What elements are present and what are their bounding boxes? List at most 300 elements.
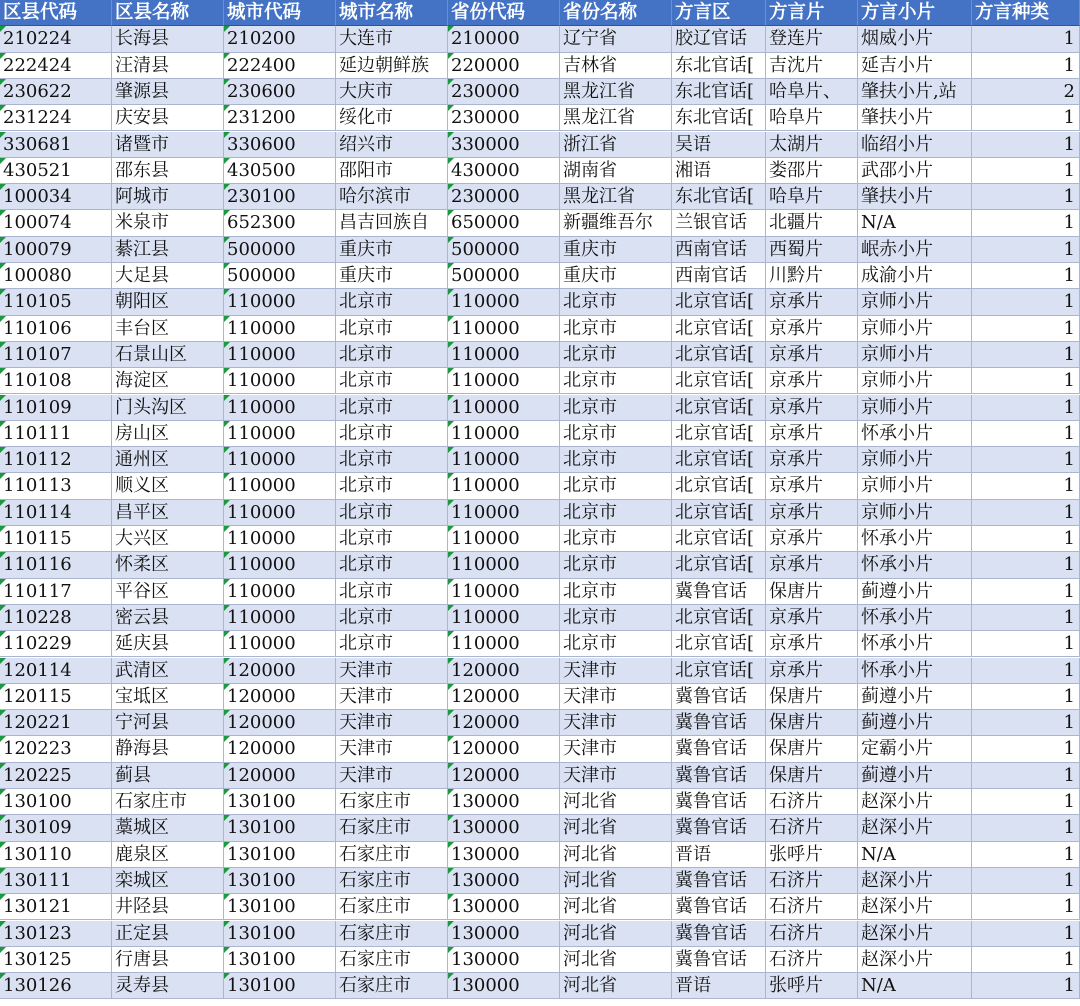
column-header-dialect-area[interactable]: 方言片	[766, 0, 858, 26]
cell-county-code[interactable]: 210224	[0, 26, 112, 52]
cell-dialect-count[interactable]: 1	[972, 763, 1080, 789]
cell-county-name[interactable]: 顺义区	[112, 473, 224, 499]
cell-dialect-area[interactable]: 保唐片	[766, 710, 858, 736]
cell-dialect-count[interactable]: 1	[972, 710, 1080, 736]
cell-province-code[interactable]: 120000	[448, 763, 560, 789]
cell-dialect-region[interactable]: 西南官话	[672, 237, 766, 263]
cell-dialect-subarea[interactable]: N/A	[858, 842, 972, 868]
cell-city-code[interactable]: 330600	[224, 132, 336, 158]
table-row[interactable]	[0, 868, 1080, 894]
cell-province-name[interactable]: 新疆维吾尔	[560, 210, 672, 236]
cell-dialect-region[interactable]: 冀鲁官话	[672, 763, 766, 789]
cell-dialect-subarea[interactable]: 京师小片	[858, 316, 972, 342]
cell-county-code[interactable]: 110107	[0, 342, 112, 368]
cell-province-code[interactable]: 220000	[448, 53, 560, 79]
table-row[interactable]	[0, 579, 1080, 605]
cell-city-code[interactable]: 130100	[224, 947, 336, 973]
cell-county-code[interactable]: 110228	[0, 605, 112, 631]
cell-province-name[interactable]: 北京市	[560, 552, 672, 578]
cell-county-code[interactable]: 110105	[0, 289, 112, 315]
cell-city-name[interactable]: 天津市	[336, 710, 448, 736]
cell-dialect-region[interactable]: 东北官话[	[672, 53, 766, 79]
cell-dialect-subarea[interactable]: 成渝小片	[858, 263, 972, 289]
cell-dialect-area[interactable]: 京承片	[766, 473, 858, 499]
cell-dialect-count[interactable]: 1	[972, 894, 1080, 920]
cell-city-code[interactable]: 130100	[224, 921, 336, 947]
cell-dialect-region[interactable]: 北京官话[	[672, 500, 766, 526]
cell-dialect-count[interactable]: 1	[972, 842, 1080, 868]
cell-province-name[interactable]: 天津市	[560, 658, 672, 684]
cell-province-code[interactable]: 130000	[448, 947, 560, 973]
cell-province-code[interactable]: 110000	[448, 552, 560, 578]
table-row[interactable]	[0, 763, 1080, 789]
cell-dialect-region[interactable]: 北京官话[	[672, 526, 766, 552]
cell-county-name[interactable]: 石景山区	[112, 342, 224, 368]
cell-dialect-region[interactable]: 北京官话[	[672, 368, 766, 394]
cell-province-name[interactable]: 北京市	[560, 368, 672, 394]
cell-city-code[interactable]: 230100	[224, 184, 336, 210]
cell-dialect-count[interactable]: 1	[972, 289, 1080, 315]
cell-dialect-count[interactable]: 1	[972, 421, 1080, 447]
cell-dialect-area[interactable]: 登连片	[766, 26, 858, 52]
table-row[interactable]	[0, 973, 1080, 999]
table-row[interactable]	[0, 894, 1080, 920]
cell-city-name[interactable]: 天津市	[336, 736, 448, 762]
cell-dialect-area[interactable]: 京承片	[766, 395, 858, 421]
cell-city-name[interactable]: 北京市	[336, 368, 448, 394]
cell-county-name[interactable]: 石家庄市	[112, 789, 224, 815]
cell-county-code[interactable]: 330681	[0, 132, 112, 158]
cell-county-code[interactable]: 100034	[0, 184, 112, 210]
cell-dialect-count[interactable]: 1	[972, 132, 1080, 158]
cell-county-code[interactable]: 110114	[0, 500, 112, 526]
cell-county-code[interactable]: 130125	[0, 947, 112, 973]
cell-dialect-region[interactable]: 冀鲁官话	[672, 684, 766, 710]
cell-city-name[interactable]: 绥化市	[336, 105, 448, 131]
cell-county-name[interactable]: 静海县	[112, 736, 224, 762]
cell-city-code[interactable]: 130100	[224, 815, 336, 841]
cell-city-code[interactable]: 120000	[224, 684, 336, 710]
cell-province-code[interactable]: 110000	[448, 605, 560, 631]
cell-dialect-region[interactable]: 胶辽官话	[672, 26, 766, 52]
cell-dialect-region[interactable]: 北京官话[	[672, 447, 766, 473]
cell-province-code[interactable]: 230000	[448, 79, 560, 105]
cell-dialect-region[interactable]: 冀鲁官话	[672, 579, 766, 605]
cell-city-code[interactable]: 500000	[224, 237, 336, 263]
cell-dialect-count[interactable]: 1	[972, 316, 1080, 342]
cell-province-code[interactable]: 110000	[448, 421, 560, 447]
cell-dialect-subarea[interactable]: 延吉小片	[858, 53, 972, 79]
cell-dialect-subarea[interactable]: 蓟遵小片	[858, 763, 972, 789]
cell-dialect-count[interactable]: 1	[972, 158, 1080, 184]
cell-dialect-subarea[interactable]: 赵深小片	[858, 921, 972, 947]
cell-city-code[interactable]: 500000	[224, 263, 336, 289]
cell-city-name[interactable]: 北京市	[336, 500, 448, 526]
cell-province-name[interactable]: 北京市	[560, 447, 672, 473]
cell-city-name[interactable]: 北京市	[336, 289, 448, 315]
cell-dialect-subarea[interactable]: 肇扶小片	[858, 184, 972, 210]
cell-dialect-count[interactable]: 1	[972, 368, 1080, 394]
cell-province-name[interactable]: 河北省	[560, 921, 672, 947]
cell-province-name[interactable]: 北京市	[560, 289, 672, 315]
cell-county-code[interactable]: 110116	[0, 552, 112, 578]
cell-county-name[interactable]: 延庆县	[112, 631, 224, 657]
cell-city-name[interactable]: 北京市	[336, 421, 448, 447]
column-header-city-code[interactable]: 城市代码	[224, 0, 336, 26]
cell-province-name[interactable]: 天津市	[560, 736, 672, 762]
cell-dialect-area[interactable]: 张呼片	[766, 973, 858, 999]
cell-county-name[interactable]: 蓟县	[112, 763, 224, 789]
cell-dialect-subarea[interactable]: 岷赤小片	[858, 237, 972, 263]
cell-city-name[interactable]: 大连市	[336, 26, 448, 52]
cell-city-name[interactable]: 北京市	[336, 473, 448, 499]
cell-dialect-subarea[interactable]: 怀承小片	[858, 552, 972, 578]
cell-city-code[interactable]: 130100	[224, 973, 336, 999]
cell-county-name[interactable]: 鹿泉区	[112, 842, 224, 868]
cell-county-name[interactable]: 綦江县	[112, 237, 224, 263]
cell-province-code[interactable]: 110000	[448, 289, 560, 315]
cell-dialect-subarea[interactable]: 肇扶小片	[858, 105, 972, 131]
cell-dialect-area[interactable]: 西蜀片	[766, 237, 858, 263]
table-row[interactable]	[0, 736, 1080, 762]
cell-dialect-area[interactable]: 京承片	[766, 447, 858, 473]
table-row[interactable]	[0, 605, 1080, 631]
cell-dialect-subarea[interactable]: 武邵小片	[858, 158, 972, 184]
cell-dialect-area[interactable]: 张呼片	[766, 842, 858, 868]
cell-county-code[interactable]: 120114	[0, 658, 112, 684]
cell-dialect-subarea[interactable]: 京师小片	[858, 368, 972, 394]
cell-dialect-subarea[interactable]: 赵深小片	[858, 789, 972, 815]
cell-dialect-area[interactable]: 保唐片	[766, 763, 858, 789]
cell-dialect-region[interactable]: 冀鲁官话	[672, 736, 766, 762]
cell-city-name[interactable]: 延边朝鲜族	[336, 53, 448, 79]
table-row[interactable]	[0, 473, 1080, 499]
cell-dialect-region[interactable]: 东北官话[	[672, 184, 766, 210]
cell-province-name[interactable]: 浙江省	[560, 132, 672, 158]
cell-dialect-subarea[interactable]: 京师小片	[858, 342, 972, 368]
cell-dialect-area[interactable]: 京承片	[766, 552, 858, 578]
cell-city-code[interactable]: 120000	[224, 658, 336, 684]
column-header-dialect-subarea[interactable]: 方言小片	[858, 0, 972, 26]
cell-province-code[interactable]: 330000	[448, 132, 560, 158]
cell-county-code[interactable]: 231224	[0, 105, 112, 131]
cell-county-name[interactable]: 大兴区	[112, 526, 224, 552]
table-row[interactable]	[0, 26, 1080, 52]
cell-county-code[interactable]: 230622	[0, 79, 112, 105]
cell-dialect-area[interactable]: 吉沈片	[766, 53, 858, 79]
table-row[interactable]	[0, 184, 1080, 210]
cell-dialect-region[interactable]: 东北官话[	[672, 105, 766, 131]
cell-city-name[interactable]: 重庆市	[336, 263, 448, 289]
table-row[interactable]	[0, 710, 1080, 736]
cell-county-code[interactable]: 110229	[0, 631, 112, 657]
cell-province-code[interactable]: 230000	[448, 105, 560, 131]
cell-city-code[interactable]: 110000	[224, 289, 336, 315]
cell-province-code[interactable]: 120000	[448, 710, 560, 736]
cell-city-code[interactable]: 652300	[224, 210, 336, 236]
cell-dialect-count[interactable]: 1	[972, 26, 1080, 52]
cell-dialect-area[interactable]: 保唐片	[766, 736, 858, 762]
cell-dialect-region[interactable]: 西南官话	[672, 263, 766, 289]
table-row[interactable]	[0, 658, 1080, 684]
cell-county-code[interactable]: 110112	[0, 447, 112, 473]
cell-province-name[interactable]: 重庆市	[560, 237, 672, 263]
cell-dialect-region[interactable]: 湘语	[672, 158, 766, 184]
cell-city-code[interactable]: 110000	[224, 526, 336, 552]
cell-city-name[interactable]: 北京市	[336, 605, 448, 631]
cell-dialect-subarea[interactable]: 京师小片	[858, 500, 972, 526]
cell-dialect-area[interactable]: 石济片	[766, 894, 858, 920]
cell-dialect-area[interactable]: 石济片	[766, 921, 858, 947]
cell-province-code[interactable]: 130000	[448, 894, 560, 920]
cell-city-name[interactable]: 石家庄市	[336, 894, 448, 920]
cell-dialect-count[interactable]: 1	[972, 53, 1080, 79]
cell-dialect-count[interactable]: 1	[972, 973, 1080, 999]
cell-county-code[interactable]: 130100	[0, 789, 112, 815]
cell-dialect-area[interactable]: 石济片	[766, 815, 858, 841]
cell-city-name[interactable]: 天津市	[336, 763, 448, 789]
cell-county-name[interactable]: 诸暨市	[112, 132, 224, 158]
cell-city-name[interactable]: 石家庄市	[336, 815, 448, 841]
cell-county-code[interactable]: 100079	[0, 237, 112, 263]
cell-county-name[interactable]: 邵东县	[112, 158, 224, 184]
cell-city-name[interactable]: 北京市	[336, 316, 448, 342]
column-header-city-name[interactable]: 城市名称	[336, 0, 448, 26]
cell-dialect-count[interactable]: 2	[972, 79, 1080, 105]
cell-province-name[interactable]: 北京市	[560, 526, 672, 552]
cell-dialect-region[interactable]: 北京官话[	[672, 631, 766, 657]
cell-county-code[interactable]: 110106	[0, 316, 112, 342]
cell-dialect-count[interactable]: 1	[972, 237, 1080, 263]
cell-dialect-region[interactable]: 冀鲁官话	[672, 894, 766, 920]
cell-dialect-subarea[interactable]: 赵深小片	[858, 868, 972, 894]
cell-city-name[interactable]: 石家庄市	[336, 947, 448, 973]
cell-province-code[interactable]: 110000	[448, 447, 560, 473]
cell-city-code[interactable]: 110000	[224, 342, 336, 368]
cell-province-name[interactable]: 北京市	[560, 631, 672, 657]
column-header-province-code[interactable]: 省份代码	[448, 0, 560, 26]
cell-county-code[interactable]: 130123	[0, 921, 112, 947]
cell-city-code[interactable]: 130100	[224, 894, 336, 920]
cell-dialect-subarea[interactable]: 临绍小片	[858, 132, 972, 158]
table-row[interactable]	[0, 289, 1080, 315]
cell-dialect-subarea[interactable]: 怀承小片	[858, 631, 972, 657]
cell-province-code[interactable]: 210000	[448, 26, 560, 52]
cell-city-name[interactable]: 绍兴市	[336, 132, 448, 158]
cell-province-name[interactable]: 天津市	[560, 684, 672, 710]
cell-dialect-region[interactable]: 北京官话[	[672, 552, 766, 578]
cell-city-code[interactable]: 130100	[224, 789, 336, 815]
cell-dialect-count[interactable]: 1	[972, 815, 1080, 841]
cell-province-name[interactable]: 河北省	[560, 868, 672, 894]
cell-dialect-region[interactable]: 晋语	[672, 973, 766, 999]
cell-city-code[interactable]: 210200	[224, 26, 336, 52]
cell-dialect-area[interactable]: 石济片	[766, 868, 858, 894]
cell-city-code[interactable]: 110000	[224, 500, 336, 526]
cell-county-name[interactable]: 阿城市	[112, 184, 224, 210]
cell-city-code[interactable]: 430500	[224, 158, 336, 184]
cell-dialect-subarea[interactable]: 烟威小片	[858, 26, 972, 52]
cell-province-name[interactable]: 北京市	[560, 421, 672, 447]
cell-city-code[interactable]: 110000	[224, 605, 336, 631]
cell-province-code[interactable]: 110000	[448, 368, 560, 394]
cell-province-name[interactable]: 吉林省	[560, 53, 672, 79]
table-row[interactable]	[0, 421, 1080, 447]
cell-dialect-count[interactable]: 1	[972, 868, 1080, 894]
table-row[interactable]	[0, 500, 1080, 526]
cell-county-name[interactable]: 宁河县	[112, 710, 224, 736]
table-row[interactable]	[0, 368, 1080, 394]
cell-city-name[interactable]: 北京市	[336, 552, 448, 578]
cell-dialect-count[interactable]: 1	[972, 921, 1080, 947]
cell-dialect-subarea[interactable]: 怀承小片	[858, 421, 972, 447]
cell-dialect-region[interactable]: 冀鲁官话	[672, 710, 766, 736]
cell-city-name[interactable]: 石家庄市	[336, 973, 448, 999]
cell-province-name[interactable]: 北京市	[560, 500, 672, 526]
table-row[interactable]	[0, 210, 1080, 236]
cell-city-code[interactable]: 120000	[224, 710, 336, 736]
cell-dialect-region[interactable]: 北京官话[	[672, 342, 766, 368]
cell-dialect-subarea[interactable]: 怀承小片	[858, 658, 972, 684]
cell-city-name[interactable]: 北京市	[336, 631, 448, 657]
cell-dialect-subarea[interactable]: N/A	[858, 973, 972, 999]
cell-county-code[interactable]: 100074	[0, 210, 112, 236]
cell-dialect-region[interactable]: 北京官话[	[672, 473, 766, 499]
table-row[interactable]	[0, 789, 1080, 815]
cell-province-code[interactable]: 110000	[448, 316, 560, 342]
cell-province-name[interactable]: 北京市	[560, 342, 672, 368]
cell-city-code[interactable]: 130100	[224, 868, 336, 894]
cell-dialect-subarea[interactable]: 京师小片	[858, 395, 972, 421]
cell-dialect-region[interactable]: 北京官话[	[672, 605, 766, 631]
cell-province-code[interactable]: 500000	[448, 263, 560, 289]
cell-dialect-subarea[interactable]: 怀承小片	[858, 526, 972, 552]
table-row[interactable]	[0, 79, 1080, 105]
cell-province-name[interactable]: 天津市	[560, 710, 672, 736]
cell-city-code[interactable]: 110000	[224, 552, 336, 578]
table-row[interactable]	[0, 815, 1080, 841]
cell-county-code[interactable]: 120221	[0, 710, 112, 736]
cell-dialect-count[interactable]: 1	[972, 579, 1080, 605]
column-header-county-name[interactable]: 区县名称	[112, 0, 224, 26]
cell-dialect-count[interactable]: 1	[972, 473, 1080, 499]
cell-dialect-area[interactable]: 京承片	[766, 421, 858, 447]
cell-county-name[interactable]: 怀柔区	[112, 552, 224, 578]
cell-dialect-region[interactable]: 晋语	[672, 842, 766, 868]
cell-city-name[interactable]: 北京市	[336, 526, 448, 552]
cell-province-name[interactable]: 北京市	[560, 473, 672, 499]
cell-province-name[interactable]: 河北省	[560, 842, 672, 868]
cell-province-name[interactable]: 天津市	[560, 763, 672, 789]
cell-city-name[interactable]: 昌吉回族自	[336, 210, 448, 236]
cell-county-name[interactable]: 栾城区	[112, 868, 224, 894]
cell-city-code[interactable]: 110000	[224, 447, 336, 473]
cell-dialect-subarea[interactable]: 肇扶小片,站	[858, 79, 972, 105]
cell-county-name[interactable]: 庆安县	[112, 105, 224, 131]
cell-county-code[interactable]: 430521	[0, 158, 112, 184]
cell-dialect-region[interactable]: 北京官话[	[672, 421, 766, 447]
cell-province-name[interactable]: 河北省	[560, 947, 672, 973]
cell-city-code[interactable]: 231200	[224, 105, 336, 131]
cell-city-name[interactable]: 邵阳市	[336, 158, 448, 184]
cell-dialect-area[interactable]: 石济片	[766, 947, 858, 973]
cell-county-code[interactable]: 100080	[0, 263, 112, 289]
cell-dialect-count[interactable]: 1	[972, 605, 1080, 631]
table-row[interactable]	[0, 684, 1080, 710]
cell-province-name[interactable]: 黑龙江省	[560, 105, 672, 131]
table-row[interactable]	[0, 552, 1080, 578]
cell-dialect-subarea[interactable]: 京师小片	[858, 289, 972, 315]
column-header-province-name[interactable]: 省份名称	[560, 0, 672, 26]
cell-dialect-region[interactable]: 东北官话[	[672, 79, 766, 105]
cell-province-code[interactable]: 650000	[448, 210, 560, 236]
cell-county-name[interactable]: 密云县	[112, 605, 224, 631]
cell-dialect-region[interactable]: 北京官话[	[672, 658, 766, 684]
cell-city-code[interactable]: 130100	[224, 842, 336, 868]
table-row[interactable]	[0, 447, 1080, 473]
cell-city-code[interactable]: 222400	[224, 53, 336, 79]
cell-province-code[interactable]: 120000	[448, 736, 560, 762]
column-header-county-code[interactable]: 区县代码	[0, 0, 112, 26]
cell-city-name[interactable]: 天津市	[336, 684, 448, 710]
cell-dialect-subarea[interactable]: 京师小片	[858, 447, 972, 473]
cell-county-code[interactable]: 110111	[0, 421, 112, 447]
cell-dialect-subarea[interactable]: 蓟遵小片	[858, 579, 972, 605]
cell-dialect-region[interactable]: 兰银官话	[672, 210, 766, 236]
cell-dialect-region[interactable]: 北京官话[	[672, 395, 766, 421]
cell-province-code[interactable]: 130000	[448, 921, 560, 947]
cell-dialect-count[interactable]: 1	[972, 447, 1080, 473]
cell-city-code[interactable]: 230600	[224, 79, 336, 105]
cell-county-name[interactable]: 井陉县	[112, 894, 224, 920]
cell-province-code[interactable]: 110000	[448, 342, 560, 368]
table-row[interactable]	[0, 263, 1080, 289]
cell-dialect-area[interactable]: 京承片	[766, 658, 858, 684]
cell-province-name[interactable]: 河北省	[560, 789, 672, 815]
cell-dialect-count[interactable]: 1	[972, 658, 1080, 684]
cell-county-name[interactable]: 藁城区	[112, 815, 224, 841]
cell-dialect-area[interactable]: 哈阜片、	[766, 79, 858, 105]
cell-city-code[interactable]: 110000	[224, 368, 336, 394]
cell-county-code[interactable]: 120223	[0, 736, 112, 762]
cell-city-code[interactable]: 110000	[224, 631, 336, 657]
cell-dialect-count[interactable]: 1	[972, 395, 1080, 421]
cell-city-code[interactable]: 110000	[224, 395, 336, 421]
cell-county-code[interactable]: 120115	[0, 684, 112, 710]
cell-dialect-area[interactable]: 京承片	[766, 526, 858, 552]
cell-province-name[interactable]: 黑龙江省	[560, 184, 672, 210]
cell-province-code[interactable]: 110000	[448, 500, 560, 526]
cell-city-name[interactable]: 重庆市	[336, 237, 448, 263]
cell-dialect-region[interactable]: 冀鲁官话	[672, 921, 766, 947]
cell-dialect-subarea[interactable]: 定霸小片	[858, 736, 972, 762]
cell-dialect-region[interactable]: 吴语	[672, 132, 766, 158]
cell-county-name[interactable]: 门头沟区	[112, 395, 224, 421]
cell-dialect-count[interactable]: 1	[972, 210, 1080, 236]
cell-dialect-subarea[interactable]: 京师小片	[858, 473, 972, 499]
table-row[interactable]	[0, 342, 1080, 368]
cell-county-name[interactable]: 房山区	[112, 421, 224, 447]
cell-dialect-count[interactable]: 1	[972, 631, 1080, 657]
column-header-dialect-region[interactable]: 方言区	[672, 0, 766, 26]
cell-city-name[interactable]: 天津市	[336, 658, 448, 684]
cell-county-code[interactable]: 110108	[0, 368, 112, 394]
cell-dialect-area[interactable]: 石济片	[766, 789, 858, 815]
cell-dialect-count[interactable]: 1	[972, 342, 1080, 368]
cell-dialect-count[interactable]: 1	[972, 526, 1080, 552]
cell-dialect-area[interactable]: 京承片	[766, 289, 858, 315]
table-row[interactable]	[0, 526, 1080, 552]
